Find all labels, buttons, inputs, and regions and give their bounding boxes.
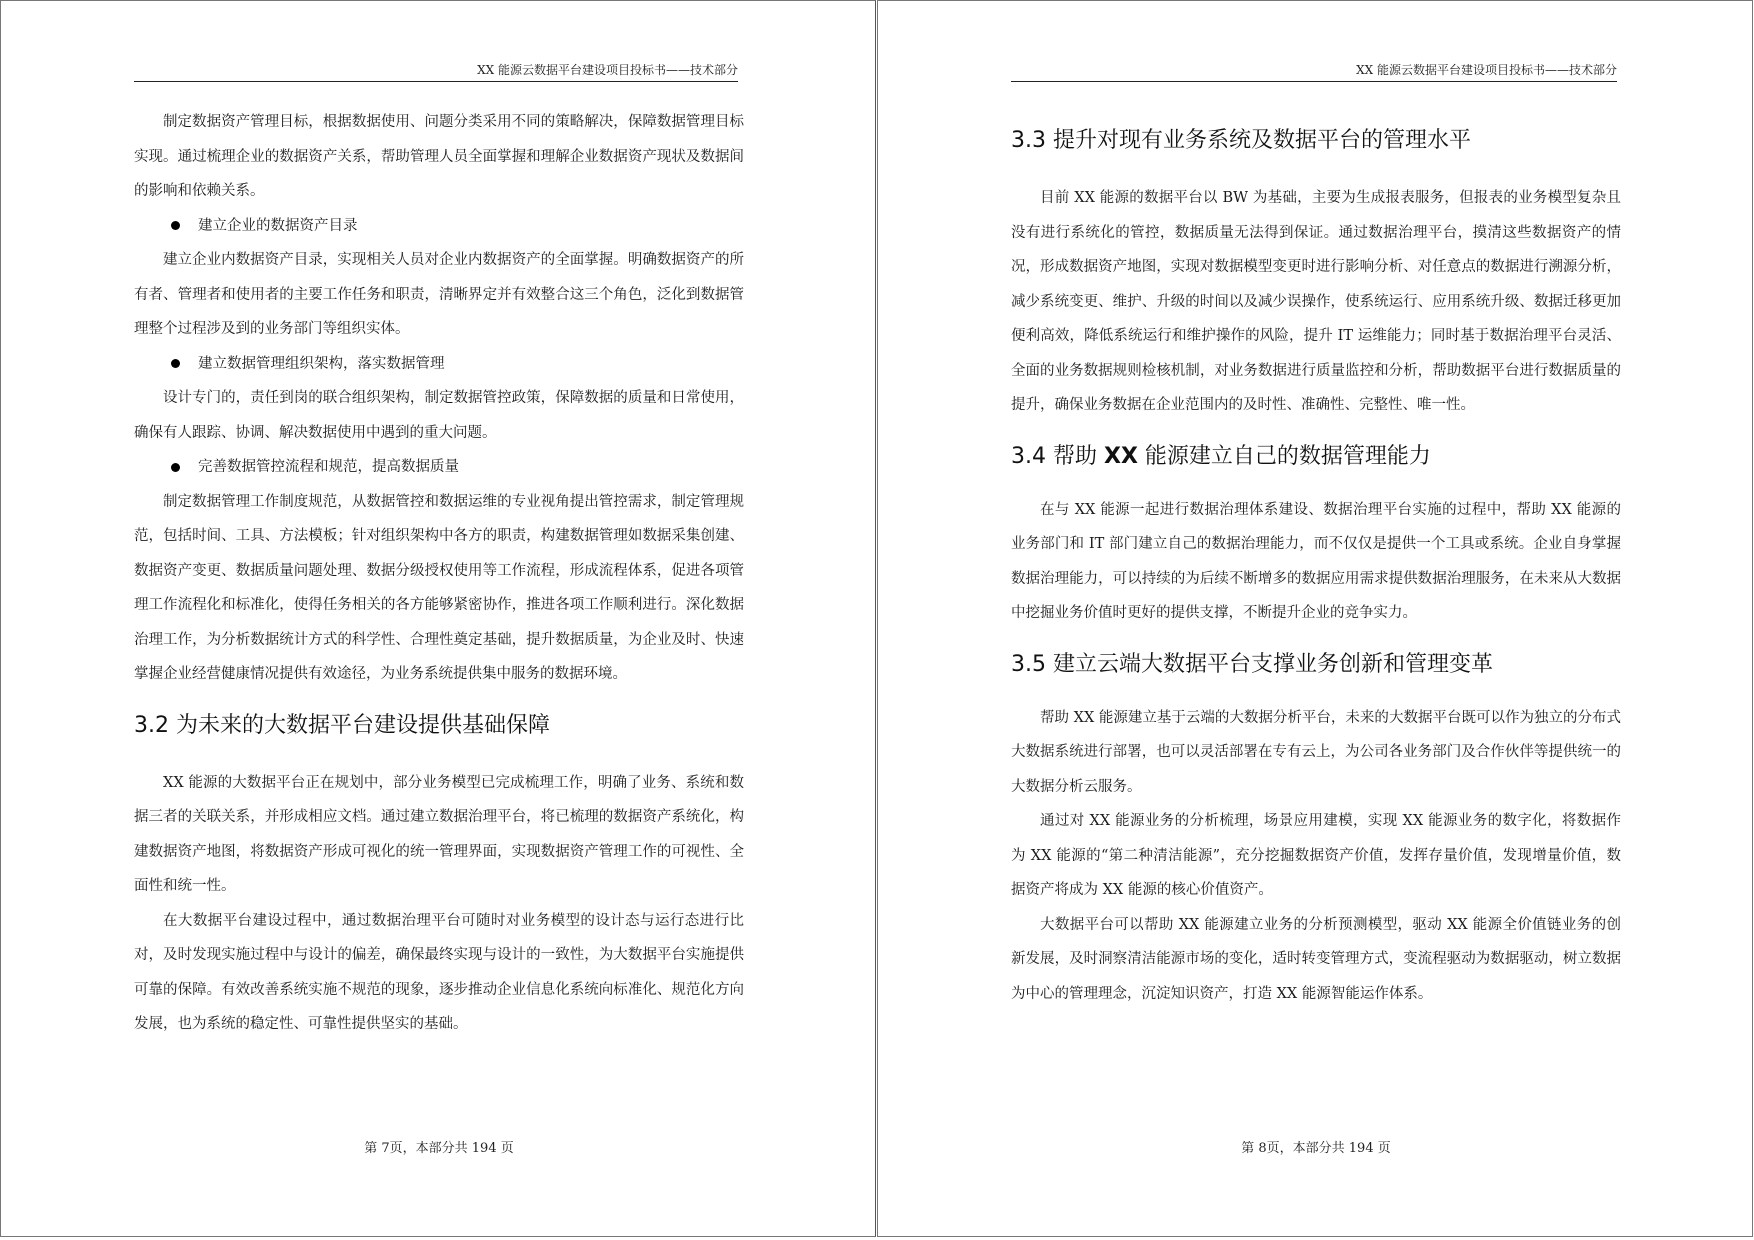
bullet-dot-icon bbox=[171, 221, 180, 230]
paragraph: 目前 XX 能源的数据平台以 BW 为基础，主要为生成报表服务，但报表的业务模型复杂且没有进行系统化的管控，数据质量无法得到保证。通过数据治理平台，摸清这些数据资产的情况，形成数据资产地图，实现对数据模型变更时进行影响分析、对任意点的数据进行溯源分析，减少系统变更、维护、升级的时间以及减少误操作，使系统运行、应用系统升级、数据迁移更加便利高效，降低系统运行和维护操作的风险，提升 IT 运维能力；同时基于数据治理平台灵活、全面的业务数据规则检核机制，对业务数据进行质量监控和分析，帮助数据平台进行数据质量的提升，确保业务数据在企业范围内的及时性、准确性、完整性、唯一性。 bbox=[1011, 190, 1621, 413]
bullet-text: 完善数据管控流程和规范，提高数据质量 bbox=[198, 459, 459, 475]
page-8 bbox=[877, 0, 1753, 1237]
paragraph: 制定数据管理工作制度规范，从数据管控和数据运维的专业视角提出管控需求，制定管理规范，包括时间、工具、方法模板；针对组织架构中各方的职责，构建数据管理如数据采集创建、数据资产变更、数据质量问题处理、数据分级授权使用等工作流程，形成流程体系，促进各项管理工作流程化和标准化，使得任务相关的各方能够紧密协作，推进各项工作顺利进行。深化数据治理工作，为分析数据统计方式的科学性、合理性奠定基础，提升数据质量，为企业及时、快速掌握企业经营健康情况提供有效途径，为业务系统提供集中服务的数据环境。 bbox=[134, 493, 744, 682]
section-heading bbox=[1011, 437, 1621, 477]
paragraph: 通过对 XX 能源业务的分析梳理，场景应用建模，实现 XX 能源业务的数字化，将数据作为 XX 能源的“第二种清洁能源”，充分挖掘数据资产价值，发挥存量价值，发现增量价值，数据资产将成为 XX 能源的核心价值资产。 bbox=[1011, 813, 1621, 898]
section-heading: 3.5 建立云端大数据平台支撑业务创新和管理变革 bbox=[1011, 651, 1493, 677]
paragraph: 帮助 XX 能源建立基于云端的大数据分析平台，未来的大数据平台既可以作为独立的分布式大数据系统进行部署，也可以灵活部署在专有云上，为公司各业务部门及合作伙伴等提供统一的大数据分析云服务。 bbox=[1011, 709, 1621, 795]
heading-part: 3.4 帮助 bbox=[1011, 443, 1097, 469]
heading-part-bold: XX bbox=[1103, 443, 1138, 469]
bullet-item bbox=[134, 209, 744, 244]
paragraph: 在大数据平台建设过程中，通过数据治理平台可随时对业务模型的设计态与运行态进行比对，及时发现实施过程中与设计的偏差，确保最终实现与设计的一致性，为大数据平台实施提供可靠的保障。有效改善系统实施不规范的现象，逐步推动企业信息化系统向标准化、规范化方向发展，也为系统的稳定性、可靠性提供坚实的基础。 bbox=[134, 912, 744, 1032]
page-footer: 第 7页，本部分共 194 页 bbox=[364, 1141, 514, 1156]
paragraph: XX 能源的大数据平台正在规划中，部分业务模型已完成梳理工作，明确了业务、系统和数据三者的关联关系，并形成相应文档。通过建立数据治理平台，将已梳理的数据资产系统化，构建数据资产地图，将数据资产形成可视化的统一管理界面，实现数据资产管理工作的可视性、全面性和统一性。 bbox=[134, 774, 744, 894]
page-7 bbox=[0, 0, 876, 1237]
paragraph: 设计专门的，责任到岗的联合组织架构，制定数据管控政策，保障数据的质量和日常使用，确保有人跟踪、协调、解决数据使用中遇到的重大问题。 bbox=[134, 390, 744, 441]
paragraph: 建立企业内数据资产目录，实现相关人员对企业内数据资产的全面掌握。明确数据资产的所有者、管理者和使用者的主要工作任务和职责，清晰界定并有效整合这三个角色，泛化到数据管理整个过程涉及到的业务部门等组织实体。 bbox=[134, 252, 744, 337]
bullet-text: 建立数据管理组织架构，落实数据管理 bbox=[198, 355, 445, 372]
paragraph: 大数据平台可以帮助 XX 能源建立业务的分析预测模型，驱动 XX 能源全价值链业务的创新发展，及时洞察清洁能源市场的变化，适时转变管理方式，变流程驱动为数据驱动，树立数据为中心的管理理念，沉淀知识资产，打造 XX 能源智能运作体系。 bbox=[1011, 916, 1621, 1002]
section-heading: 3.3 提升对现有业务系统及数据平台的管理水平 bbox=[1011, 128, 1471, 153]
bullet-dot-icon bbox=[171, 463, 180, 472]
heading-part: 能源建立自己的数据管理能力 bbox=[1144, 443, 1431, 469]
paragraph: 制定数据资产管理目标，根据数据使用、问题分类采用不同的策略解决，保障数据管理目标实现。通过梳理企业的数据资产关系，帮助管理人员全面掌握和理解企业数据资产现状及数据间的影响和依赖关系。 bbox=[134, 114, 744, 199]
page-content bbox=[134, 105, 744, 1042]
paragraph: 在与 XX 能源一起进行数据治理体系建设、数据治理平台实施的过程中，帮助 XX 能源的业务部门和 IT 部门建立自己的数据治理能力，而不仅仅是提供一个工具或系统。企业自身掌握数据治理能力，可以持续的为后续不断增多的数据应用需求提供数据治理服务，在未来从大数据中挖掘业务价值时更好的提供支撑，不断提升企业的竞争实力。 bbox=[1011, 501, 1621, 621]
bullet-item bbox=[134, 450, 744, 485]
bullet-text: 建立企业的数据资产目录 bbox=[198, 217, 358, 234]
page-header: XX 能源云数据平台建设项目投标书——技术部分 bbox=[1356, 63, 1617, 77]
header-rule bbox=[134, 81, 738, 82]
page-footer: 第 8页，本部分共 194 页 bbox=[1241, 1141, 1391, 1156]
page-content bbox=[1011, 107, 1621, 1011]
page-header: XX 能源云数据平台建设项目投标书——技术部分 bbox=[477, 63, 738, 77]
section-heading: 3.2 为未来的大数据平台建设提供基础保障 bbox=[134, 712, 550, 738]
bullet-dot-icon bbox=[171, 359, 180, 368]
bullet-item bbox=[134, 347, 744, 382]
header-rule bbox=[1011, 81, 1617, 82]
